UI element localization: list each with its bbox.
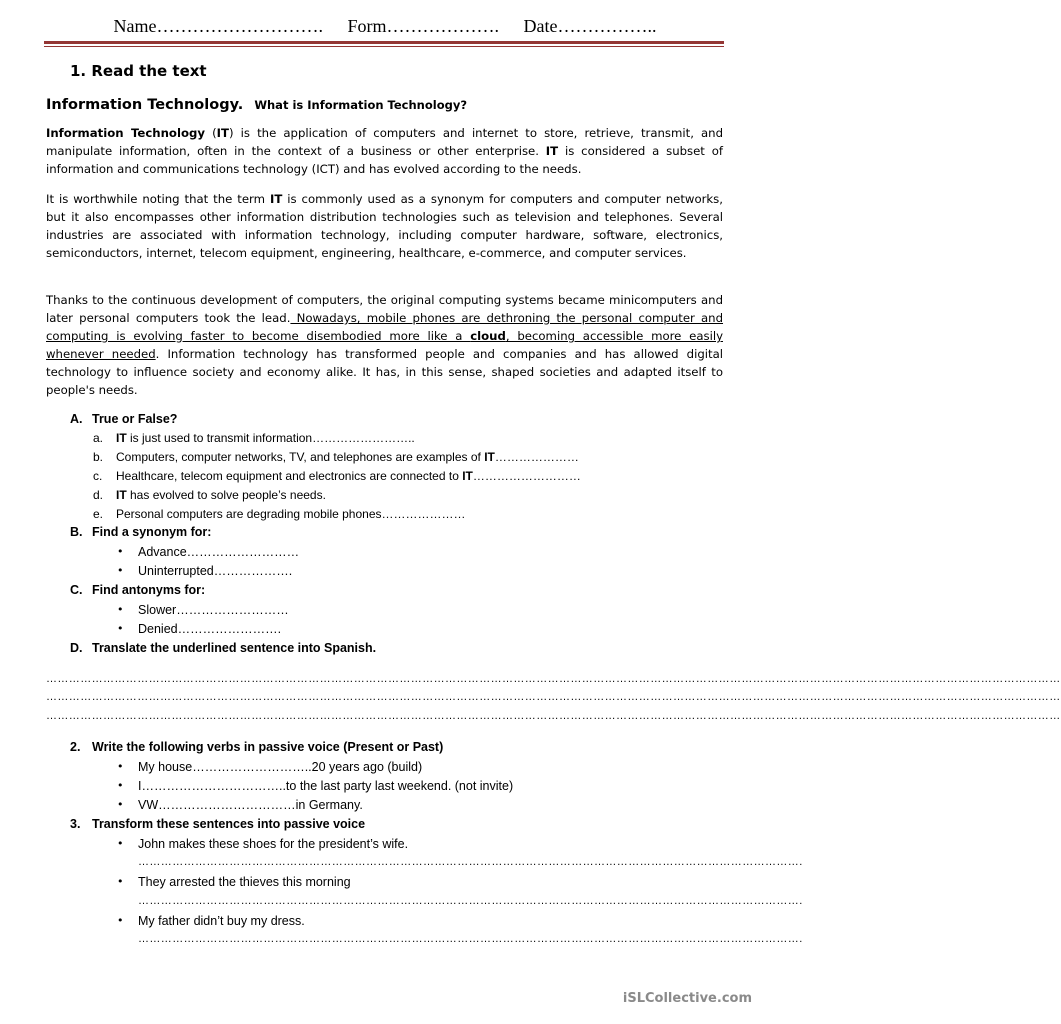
item-a-num: a. — [93, 431, 104, 445]
exercise-2-label: Write the following verbs in passive voice (Present or Past) — [92, 740, 444, 754]
bullet-icon: • — [117, 914, 124, 927]
paragraph-2: It is worthwhile noting that the term IT is commonly used as a synonym for computers and computer networks, but it also encompasses other information distribution technologies such as television and telephones. Several industries are associated with information technology, including computer hardware, software, electronics, semiconductors, internet, telecom equipment, engineering, healthcare, e-commerce, and computer services. — [46, 192, 723, 260]
bullet-icon: • — [117, 779, 124, 792]
passive-item: VW……………………………in Germany. — [138, 798, 363, 812]
header-rule-thin — [44, 46, 724, 47]
transform-item: My father didn’t buy my dress. — [138, 914, 305, 928]
antonym-item: Denied……………………. — [138, 622, 282, 636]
item-c-num: c. — [93, 469, 103, 483]
exercise-d-letter: D. — [70, 641, 83, 655]
exercise-c-label: Find antonyms for: — [92, 583, 206, 597]
bullet-icon: • — [117, 875, 124, 888]
transform-item: John makes these shoes for the president’s wife. — [138, 837, 409, 851]
title-main: Information Technology. — [46, 97, 244, 113]
item-a-text: IT is just used to transmit information…………………….. — [116, 431, 415, 445]
item-e-num: e. — [93, 507, 104, 521]
bullet-icon: • — [117, 564, 124, 577]
item-b-text: Computers, computer networks, TV, and telephones are examples of IT………………… — [116, 450, 579, 464]
date-field: Date…………….. — [523, 16, 657, 36]
section-heading-read: 1. Read the text — [70, 62, 207, 80]
item-c-text: Healthcare, telecom equipment and electronics are connected to IT……………………… — [116, 469, 581, 483]
watermark: iSLCollective.com — [622, 991, 752, 1006]
exercise-d-label: Translate the underlined sentence into Spanish. — [92, 641, 377, 655]
item-b-num: b. — [93, 450, 104, 464]
underlined-sentence: Nowadays, mobile phones are dethroning the personal computer and computing is evolving faster to become disembodied more like a cloud, becoming accessible more easily whenever needed — [46, 311, 724, 361]
synonym-item: Advance……………………… — [138, 545, 300, 559]
bullet-icon: • — [117, 798, 124, 811]
bullet-icon: • — [117, 603, 124, 616]
item-d-num: d. — [93, 488, 104, 502]
transform-item: They arrested the thieves this morning — [138, 875, 351, 889]
bullet-icon: • — [117, 622, 124, 635]
paragraph-1: Information Technology (IT) is the application of computers and internet to store, retrieve, transmit, and manipulate information, often in the context of a business or other enterprise. IT is considered a subset of information and communications technology (ICT) and has evolved according to the needs. — [46, 126, 724, 176]
translation-line-3[interactable]: …………………………………………………………………………………………………………………………………………………………………………………………………………………………………………… — [46, 710, 1061, 722]
title-sub: What is Information Technology? — [254, 98, 468, 112]
passive-item: I……………………………..to the last party last weekend. (not invite) — [138, 779, 514, 793]
exercise-a-label: True or False? — [92, 412, 178, 426]
form-field: Form………………. — [347, 16, 499, 36]
text-title — [46, 94, 467, 113]
answer-line[interactable]: …………………………………………………………………………………………………………………………………………………………. — [138, 933, 803, 945]
bullet-icon: • — [117, 545, 124, 558]
name-field: Name………………………. — [113, 16, 323, 36]
exercise-b-label: Find a synonym for: — [92, 525, 212, 539]
exercise-3-label: Transform these sentences into passive voice — [92, 817, 366, 831]
passive-item: My house………………………..20 years ago (build) — [138, 760, 423, 774]
exercise-c-letter: C. — [70, 583, 83, 597]
header-fields — [46, 16, 724, 37]
item-e-text: Personal computers are degrading mobile phones………………… — [116, 507, 466, 521]
exercise-2-num: 2. — [70, 740, 81, 754]
translation-line-2[interactable]: …………………………………………………………………………………………………………………………………………………………………………………………………………………………………………… — [46, 691, 1061, 703]
bullet-icon: • — [117, 760, 124, 773]
header-rule-thick — [44, 41, 724, 44]
exercise-3-num: 3. — [70, 817, 81, 831]
antonym-item: Slower……………………… — [138, 603, 289, 617]
item-d-text: IT has evolved to solve people’s needs. — [116, 488, 326, 502]
answer-line[interactable]: …………………………………………………………………………………………………………………………………………………………. — [138, 856, 803, 868]
paragraph-3: Thanks to the continuous development of computers, the original computing systems became minicomputers and later personal computers took the lead. Nowadays, mobile phones are dethroning the personal computer and computing is evolving faster to become disembodied more like a cloud, becoming accessible more easily whenever needed. Information technology has transformed people and companies and has allowed digital technology to influence society and economy alike. It has, in this sense, shaped societies and adapted itself to people's needs. — [46, 293, 724, 397]
exercise-b-letter: B. — [70, 525, 83, 539]
bullet-icon: • — [117, 837, 124, 850]
exercise-a-letter: A. — [70, 412, 83, 426]
synonym-item: Uninterrupted………………. — [138, 564, 293, 578]
answer-line[interactable]: …………………………………………………………………………………………………………………………………………………………. — [138, 895, 803, 907]
translation-line-1[interactable]: …………………………………………………………………………………………………………………………………………………………………………………………………………………………………………… — [46, 673, 1061, 685]
